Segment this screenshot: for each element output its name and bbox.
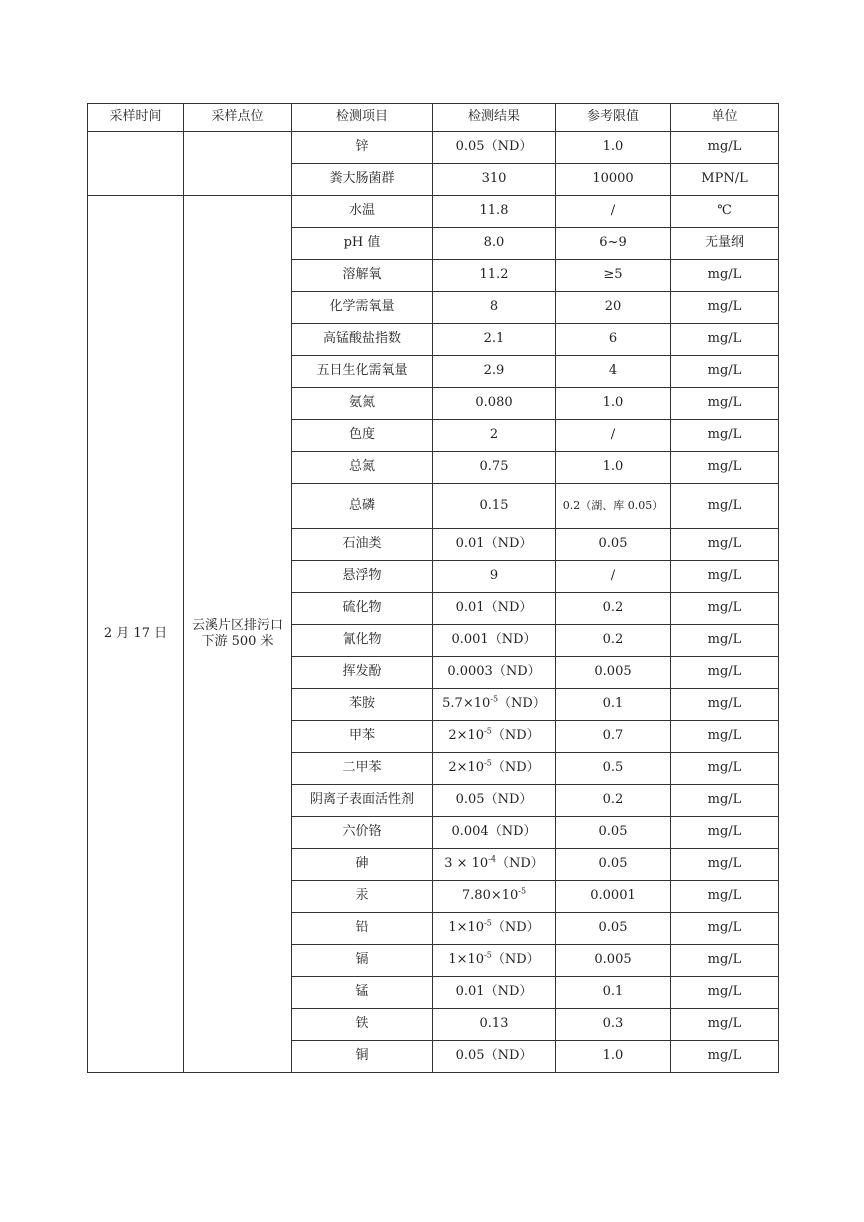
limit-cell: 1.0 bbox=[556, 132, 671, 164]
result-cell: 0.13 bbox=[433, 1009, 556, 1041]
item-cell: 水温 bbox=[292, 196, 433, 228]
result-cell: 0.01（ND） bbox=[433, 529, 556, 561]
item-cell: 汞 bbox=[292, 881, 433, 913]
item-cell: 锰 bbox=[292, 977, 433, 1009]
result-suffix: （ND） bbox=[495, 856, 544, 872]
unit-cell: mg/L bbox=[671, 324, 779, 356]
item-cell: 铅 bbox=[292, 913, 433, 945]
item-cell: 高锰酸盐指数 bbox=[292, 324, 433, 356]
result-cell: 0.01（ND） bbox=[433, 593, 556, 625]
limit-cell: 0.7 bbox=[556, 721, 671, 753]
unit-cell: mg/L bbox=[671, 452, 779, 484]
result-cell bbox=[433, 849, 556, 881]
unit-cell: mg/L bbox=[671, 132, 779, 164]
item-cell: 二甲苯 bbox=[292, 753, 433, 785]
limit-cell: 0.2 bbox=[556, 785, 671, 817]
result-base: 1×10 bbox=[448, 920, 485, 936]
result-exponent: -5 bbox=[484, 727, 492, 737]
limit-cell: 0.005 bbox=[556, 657, 671, 689]
item-cell: 阴离子表面活性剂 bbox=[292, 785, 433, 817]
result-cell bbox=[433, 913, 556, 945]
result-exponent: -5 bbox=[484, 951, 492, 961]
result-cell: 11.2 bbox=[433, 260, 556, 292]
result-cell: 11.8 bbox=[433, 196, 556, 228]
limit-cell: / bbox=[556, 196, 671, 228]
item-cell: 粪大肠菌群 bbox=[292, 164, 433, 196]
limit-cell: 0.05 bbox=[556, 849, 671, 881]
unit-cell: ℃ bbox=[671, 196, 779, 228]
unit-cell: mg/L bbox=[671, 945, 779, 977]
result-base: 2×10 bbox=[448, 760, 485, 776]
limit-cell: 0.5 bbox=[556, 753, 671, 785]
item-cell: 氰化物 bbox=[292, 625, 433, 657]
limit-cell: 20 bbox=[556, 292, 671, 324]
result-suffix: （ND） bbox=[491, 920, 540, 936]
result-cell bbox=[433, 945, 556, 977]
limit-cell: ≥5 bbox=[556, 260, 671, 292]
unit-cell: mg/L bbox=[671, 593, 779, 625]
limit-cell: 0.0001 bbox=[556, 881, 671, 913]
item-cell: 五日生化需氧量 bbox=[292, 356, 433, 388]
result-cell: 0.004（ND） bbox=[433, 817, 556, 849]
item-cell: 镉 bbox=[292, 945, 433, 977]
item-cell: 挥发酚 bbox=[292, 657, 433, 689]
limit-cell: 1.0 bbox=[556, 1041, 671, 1073]
header-test-item: 检测项目 bbox=[292, 104, 433, 132]
limit-cell: 4 bbox=[556, 356, 671, 388]
unit-cell: MPN/L bbox=[671, 164, 779, 196]
item-cell: 总磷 bbox=[292, 484, 433, 529]
result-suffix: （ND） bbox=[491, 952, 540, 968]
item-cell: 苯胺 bbox=[292, 689, 433, 721]
result-suffix: （ND） bbox=[498, 696, 546, 712]
item-cell: 砷 bbox=[292, 849, 433, 881]
unit-cell: mg/L bbox=[671, 785, 779, 817]
result-base: 7.80×10 bbox=[461, 888, 519, 904]
item-cell: 色度 bbox=[292, 420, 433, 452]
result-base: 1×10 bbox=[448, 952, 485, 968]
result-cell bbox=[433, 689, 556, 721]
sampling-location-cell-empty bbox=[184, 132, 292, 196]
unit-cell: mg/L bbox=[671, 1041, 779, 1073]
item-cell: 溶解氧 bbox=[292, 260, 433, 292]
monitoring-results-table bbox=[87, 103, 779, 1073]
limit-cell: / bbox=[556, 561, 671, 593]
item-cell: 铁 bbox=[292, 1009, 433, 1041]
unit-cell: mg/L bbox=[671, 913, 779, 945]
result-cell: 0.15 bbox=[433, 484, 556, 529]
limit-cell: 0.05 bbox=[556, 913, 671, 945]
result-cell: 2 bbox=[433, 420, 556, 452]
item-cell: 氨氮 bbox=[292, 388, 433, 420]
limit-cell: / bbox=[556, 420, 671, 452]
item-cell: 悬浮物 bbox=[292, 561, 433, 593]
result-cell: 2.9 bbox=[433, 356, 556, 388]
item-cell: 锌 bbox=[292, 132, 433, 164]
unit-cell: mg/L bbox=[671, 625, 779, 657]
result-base: 3 × 10 bbox=[444, 856, 489, 872]
header-unit: 单位 bbox=[671, 104, 779, 132]
sampling-time-cell-empty bbox=[88, 132, 184, 196]
result-cell: 9 bbox=[433, 561, 556, 593]
limit-cell: 0.005 bbox=[556, 945, 671, 977]
unit-cell: mg/L bbox=[671, 817, 779, 849]
result-cell: 0.0003（ND） bbox=[433, 657, 556, 689]
unit-cell: mg/L bbox=[671, 484, 779, 529]
limit-cell: 0.1 bbox=[556, 689, 671, 721]
item-cell: 总氮 bbox=[292, 452, 433, 484]
header-test-result: 检测结果 bbox=[433, 104, 556, 132]
item-cell: 甲苯 bbox=[292, 721, 433, 753]
result-cell: 0.05（ND） bbox=[433, 785, 556, 817]
limit-cell: 10000 bbox=[556, 164, 671, 196]
sampling-date-cell: 2 月 17 日 bbox=[88, 196, 184, 1073]
unit-cell: mg/L bbox=[671, 561, 779, 593]
result-exponent: -5 bbox=[490, 695, 499, 705]
limit-cell: 0.2 bbox=[556, 625, 671, 657]
unit-cell: mg/L bbox=[671, 388, 779, 420]
unit-cell: mg/L bbox=[671, 420, 779, 452]
result-exponent: -5 bbox=[518, 887, 527, 897]
result-cell: 2.1 bbox=[433, 324, 556, 356]
unit-cell: mg/L bbox=[671, 881, 779, 913]
result-cell bbox=[433, 753, 556, 785]
result-cell: 8.0 bbox=[433, 228, 556, 260]
limit-cell: 0.1 bbox=[556, 977, 671, 1009]
table-row bbox=[88, 196, 779, 228]
limit-cell: 6 bbox=[556, 324, 671, 356]
header-row bbox=[88, 104, 779, 132]
sampling-location-cell: 云溪片区排污口下游 500 米 bbox=[184, 196, 292, 1073]
result-exponent: -5 bbox=[484, 759, 492, 769]
unit-cell: mg/L bbox=[671, 657, 779, 689]
limit-cell: 0.2（湖、库 0.05） bbox=[556, 484, 671, 529]
unit-cell: mg/L bbox=[671, 260, 779, 292]
result-cell: 8 bbox=[433, 292, 556, 324]
unit-cell: mg/L bbox=[671, 753, 779, 785]
result-cell: 0.080 bbox=[433, 388, 556, 420]
result-base: 2×10 bbox=[448, 728, 485, 744]
result-cell: 0.001（ND） bbox=[433, 625, 556, 657]
item-cell: 铜 bbox=[292, 1041, 433, 1073]
unit-cell: mg/L bbox=[671, 292, 779, 324]
unit-cell: mg/L bbox=[671, 529, 779, 561]
header-reference-limit: 参考限值 bbox=[556, 104, 671, 132]
unit-cell: 无量纲 bbox=[671, 228, 779, 260]
result-cell: 0.05（ND） bbox=[433, 1041, 556, 1073]
limit-cell: 1.0 bbox=[556, 388, 671, 420]
unit-cell: mg/L bbox=[671, 849, 779, 881]
unit-cell: mg/L bbox=[671, 977, 779, 1009]
limit-cell: 0.3 bbox=[556, 1009, 671, 1041]
unit-cell: mg/L bbox=[671, 689, 779, 721]
result-exponent: -4 bbox=[488, 855, 496, 865]
result-exponent: -5 bbox=[484, 919, 492, 929]
unit-cell: mg/L bbox=[671, 356, 779, 388]
item-cell: 化学需氧量 bbox=[292, 292, 433, 324]
result-base: 5.7×10 bbox=[442, 696, 491, 712]
item-cell: 六价铬 bbox=[292, 817, 433, 849]
result-cell: 0.01（ND） bbox=[433, 977, 556, 1009]
item-cell: pH 值 bbox=[292, 228, 433, 260]
result-suffix: （ND） bbox=[491, 760, 540, 776]
header-sampling-location: 采样点位 bbox=[184, 104, 292, 132]
table-row bbox=[88, 132, 779, 164]
result-cell bbox=[433, 881, 556, 913]
limit-cell: 1.0 bbox=[556, 452, 671, 484]
result-cell bbox=[433, 721, 556, 753]
limit-cell: 0.05 bbox=[556, 529, 671, 561]
limit-cell: 0.05 bbox=[556, 817, 671, 849]
unit-cell: mg/L bbox=[671, 1009, 779, 1041]
result-cell: 0.05（ND） bbox=[433, 132, 556, 164]
unit-cell: mg/L bbox=[671, 721, 779, 753]
result-cell: 0.75 bbox=[433, 452, 556, 484]
limit-cell: 6~9 bbox=[556, 228, 671, 260]
result-cell: 310 bbox=[433, 164, 556, 196]
result-suffix: （ND） bbox=[491, 728, 540, 744]
limit-cell: 0.2 bbox=[556, 593, 671, 625]
item-cell: 硫化物 bbox=[292, 593, 433, 625]
item-cell: 石油类 bbox=[292, 529, 433, 561]
header-sampling-time: 采样时间 bbox=[88, 104, 184, 132]
